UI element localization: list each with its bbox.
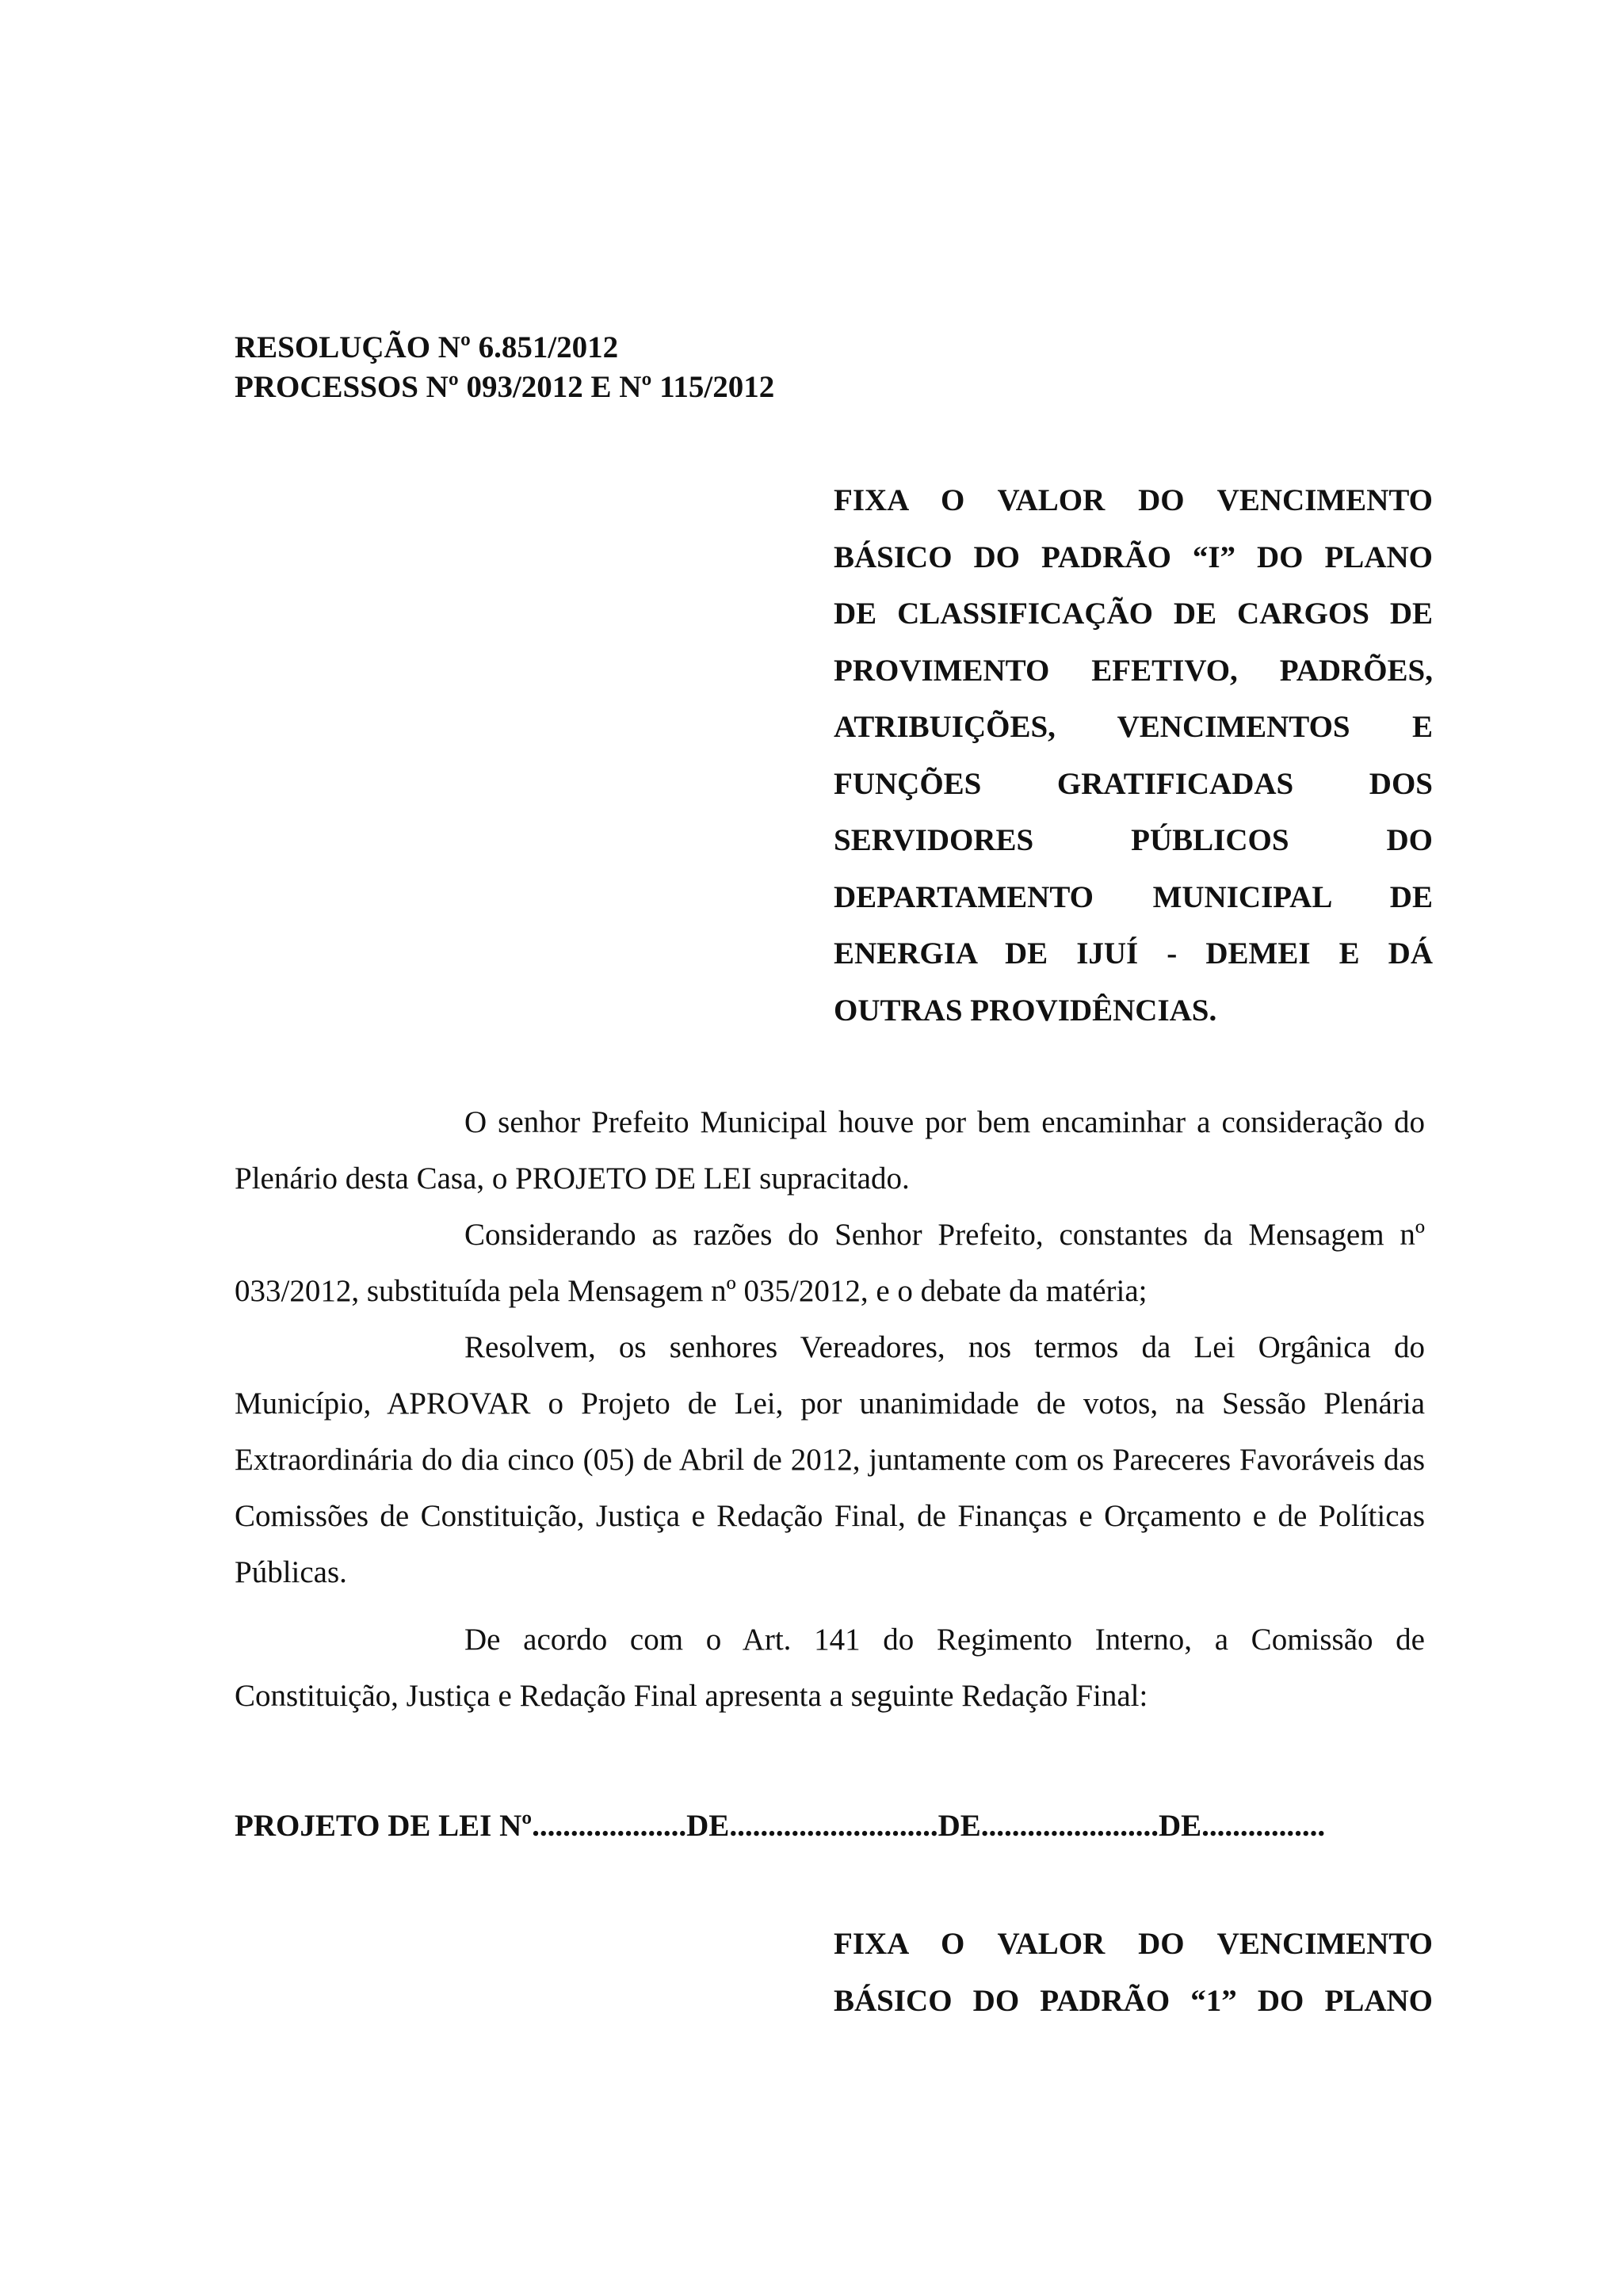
- ementa-line: OUTRAS PROVIDÊNCIAS.: [834, 993, 1217, 1028]
- ementa-line: FUNÇÕES GRATIFICADAS DOS: [834, 766, 1433, 801]
- paragraph-gap: [235, 1600, 1425, 1611]
- ementa-line: BÁSICO DO PADRÃO “I” DO PLANO: [834, 540, 1433, 574]
- resolucao-title: RESOLUÇÃO Nº 6.851/2012: [235, 330, 619, 364]
- document-body: [235, 1094, 1425, 1724]
- ementa-line: PROVIMENTO EFETIVO, PADRÕES,: [834, 653, 1433, 688]
- paragraph-resolvem: Resolvem, os senhores Vereadores, nos termos da Lei Orgânica do Município, APROVAR o Projeto de Lei, por unanimidade de votos, na Sessão Plenária Extraordinária do dia cinco (05) de Abril de 2012, juntamente com os Pareceres Favoráveis das Comissões de Constituição, Justiça e Redação Final, de Finanças e Orçamento e de Políticas Públicas.: [235, 1330, 1425, 1589]
- ementa-block: [834, 472, 1433, 1039]
- paragraph-considerando: Considerando as razões do Senhor Prefeito, constantes da Mensagem nº 033/2012, substituída pela Mensagem nº 035/2012, e o debate da matéria;: [235, 1218, 1425, 1308]
- document-header: [235, 328, 774, 407]
- ementa-line: ENERGIA DE IJUÍ - DEMEI E DÁ: [834, 936, 1433, 971]
- processos-title: PROCESSOS Nº 093/2012 E Nº 115/2012: [235, 370, 775, 404]
- ementa-line: BÁSICO DO PADRÃO “1” DO PLANO: [834, 1983, 1433, 2018]
- ementa-line: SERVIDORES PÚBLICOS DO: [834, 823, 1433, 857]
- projeto-de-lei-title: PROJETO DE LEI Nº....................DE...........................DE.......................DE................: [235, 1809, 1326, 1843]
- ementa-line: DE CLASSIFICAÇÃO DE CARGOS DE: [834, 597, 1433, 631]
- ementa-line: ATRIBUIÇÕES, VENCIMENTOS E: [834, 710, 1433, 744]
- paragraph-regimento: De acordo com o Art. 141 do Regimento Interno, a Comissão de Constituição, Justiça e Redação Final apresenta a seguinte Redação Final:: [235, 1623, 1425, 1713]
- ementa-line: FIXA O VALOR DO VENCIMENTO: [834, 483, 1433, 517]
- paragraph-prefeito: O senhor Prefeito Municipal houve por bem encaminhar a consideração do Plenário desta Casa, o PROJETO DE LEI supracitado.: [235, 1105, 1425, 1196]
- ementa-line: FIXA O VALOR DO VENCIMENTO: [834, 1927, 1433, 1961]
- ementa-block-projeto: [834, 1916, 1433, 2029]
- ementa-line: DEPARTAMENTO MUNICIPAL DE: [834, 879, 1433, 914]
